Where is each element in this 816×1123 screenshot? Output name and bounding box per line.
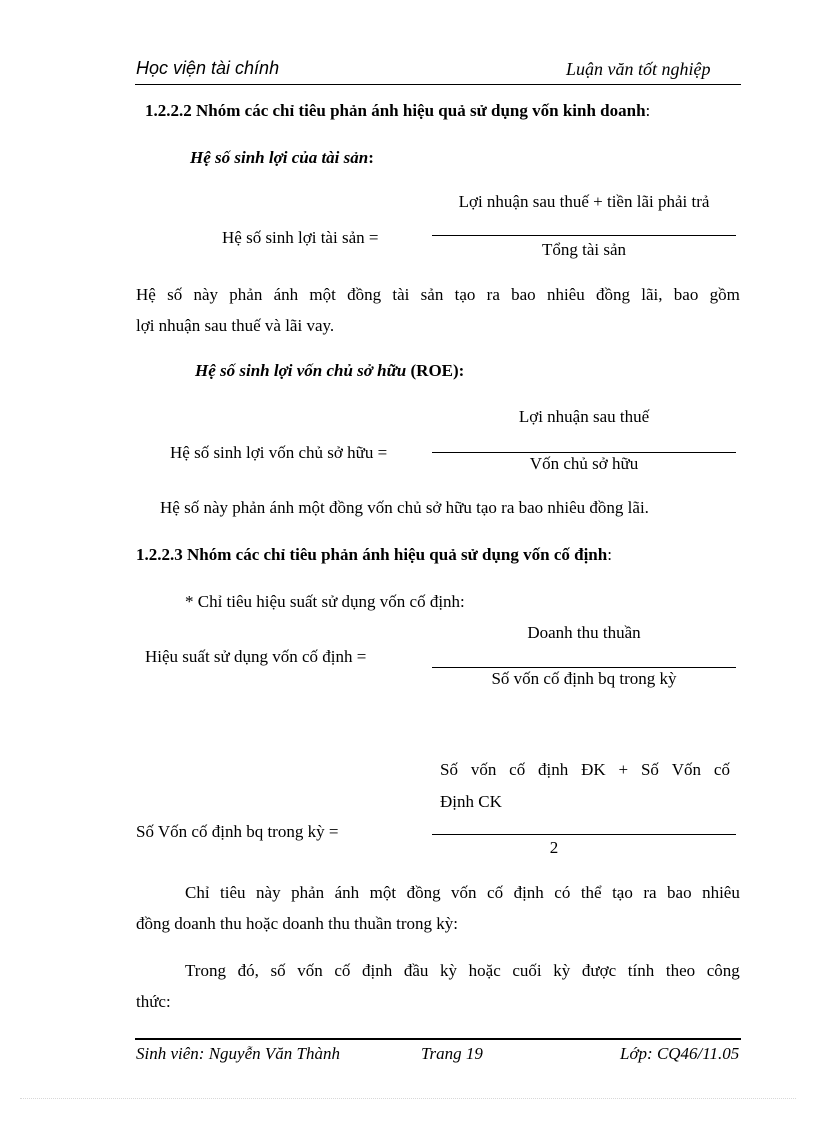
roa-formula-lhs: Hệ số sinh lợi tài sản =: [222, 228, 379, 247]
para2-line2: thức:: [136, 992, 171, 1011]
para1.line1-word: nhiêu: [702, 883, 740, 902]
avg_capital.numerator_line1-word: Số: [640, 760, 659, 779]
efficiency-formula-lhs: Hiệu suất sử dụng vốn cố định =: [145, 647, 367, 666]
para2.line1-word: định: [362, 961, 393, 980]
para1.line1-word: cố: [487, 883, 504, 902]
roe-description: Hệ số này phản ánh một đồng vốn chủ sở hữu tạo ra bao nhiêu đồng lãi.: [160, 498, 649, 517]
para1.line1-word: thể: [580, 883, 602, 902]
roa-numerator: Lợi nhuận sau thuế + tiền lãi phải trả: [458, 192, 710, 211]
footer-page-number: Trang 19: [421, 1044, 483, 1063]
roa.desc_line1-word: bao: [673, 285, 699, 304]
para1.line1-word: đồng: [406, 883, 441, 902]
para2.line1-word: hoặc: [468, 961, 501, 980]
roa-title: Hệ số sinh lợi của tài sản:: [190, 148, 374, 167]
para2.line1-word: cuối: [512, 961, 542, 980]
roe-denominator: Vốn chủ sở hữu: [529, 454, 639, 473]
avg-capital-formula-lhs: Số Vốn cố định bq trong kỳ =: [136, 822, 339, 841]
para1.line1-word: một: [369, 883, 397, 902]
page-bottom-border: [20, 1098, 796, 1099]
para2.line1-word: công: [706, 961, 740, 980]
para2.line1-word: kỳ: [553, 961, 571, 980]
header-institution: Học viện tài chính: [136, 58, 280, 78]
para1.line1-word: vốn: [451, 883, 477, 902]
section-heading-1223: 1.2.2.3 Nhóm các chỉ tiêu phản ánh hiệu quả sử dụng vốn cố định:: [136, 545, 612, 564]
para2.line1-word: tính: [627, 961, 655, 980]
para1.line1-word: ánh: [334, 883, 360, 902]
avg-capital-denominator: 2: [549, 838, 559, 857]
roa.desc_line1-word: số: [167, 285, 183, 304]
roa-description-line1: [136, 285, 740, 305]
para2.line1-word: Trong: [185, 961, 226, 980]
roa-fraction-bar: [432, 235, 736, 236]
roa.desc_line1-word: ra: [486, 285, 500, 304]
para1.line1-word: tạo: [612, 883, 633, 902]
efficiency-numerator: Doanh thu thuần: [527, 623, 641, 642]
roa.desc_line1-word: ánh: [273, 285, 299, 304]
roa.desc_line1-word: sản: [420, 285, 444, 304]
avg_capital.numerator_line1-word: +: [618, 760, 629, 779]
para2.line1-word: số: [270, 961, 286, 980]
avg_capital.numerator_line1-word: cố: [713, 760, 730, 779]
efficiency-bullet: * Chỉ tiêu hiệu suất sử dụng vốn cố định:: [185, 592, 465, 611]
header-divider: [135, 84, 741, 85]
roe-formula-lhs: Hệ số sinh lợi vốn chủ sở hữu =: [170, 443, 388, 462]
avg_capital.numerator_line1-word: cố: [509, 760, 526, 779]
roa.desc_line1-word: tạo: [454, 285, 476, 304]
avg_capital.numerator_line1-word: vốn: [470, 760, 497, 779]
avg-capital-numerator-line2: Định CK: [440, 792, 502, 811]
para2.line1-word: cố: [334, 961, 351, 980]
para1.line1-word: phản: [291, 883, 325, 902]
para2.line1-word: theo: [665, 961, 696, 980]
roa.desc_line1-word: phản: [229, 285, 263, 304]
para2.line1-word: vốn: [297, 961, 323, 980]
avg_capital.numerator_line1-word: Số: [440, 760, 458, 779]
roa-description-line2: lợi nhuận sau thuế và lãi vay.: [136, 316, 335, 335]
efficiency-denominator: Số vốn cố định bq trong kỳ: [491, 669, 677, 688]
para1.line1-word: định: [513, 883, 544, 902]
avg_capital.numerator_line1-word: định: [538, 760, 569, 779]
avg_capital.numerator_line1-word: Vốn: [671, 760, 702, 779]
roa.desc_line1-word: đồng: [596, 285, 630, 304]
roa.desc_line1-word: tài: [392, 285, 410, 304]
para1.line1-word: tiêu: [220, 883, 246, 902]
roa.desc_line1-word: Hệ: [136, 285, 156, 304]
para2.line1-word: đầu: [403, 961, 429, 980]
roa.desc_line1-word: nhiêu: [546, 285, 585, 304]
avg-capital-numerator-line1: [440, 760, 730, 780]
para2.line1-word: đó,: [237, 961, 259, 980]
roa.desc_line1-word: đồng: [347, 285, 382, 304]
header-document-type: Luận văn tốt nghiệp: [566, 59, 711, 79]
para1.line1-word: bao: [667, 883, 692, 902]
para1.line1-word: có: [554, 883, 571, 902]
para2.line1-word: kỳ: [440, 961, 458, 980]
footer-student: Sinh viên: Nguyễn Văn Thành: [136, 1044, 340, 1063]
roa.desc_line1-word: lãi,: [641, 285, 663, 304]
para1-line2: đồng doanh thu hoặc doanh thu thuần trong kỳ:: [136, 914, 459, 933]
roe-numerator: Lợi nhuận sau thuế: [518, 407, 650, 426]
footer-divider: [135, 1038, 741, 1040]
para1.line1-word: ra: [643, 883, 657, 902]
para1.line1-word: này: [256, 883, 281, 902]
avg_capital.numerator_line1-word: ĐK: [581, 760, 606, 779]
para1-line1: [185, 883, 740, 903]
roa.desc_line1-word: bao: [511, 285, 536, 304]
roa-denominator: Tổng tài sản: [541, 240, 627, 259]
roa.desc_line1-word: này: [193, 285, 219, 304]
footer-class: Lớp: CQ46/11.05: [620, 1044, 740, 1063]
avg-capital-fraction-bar: [432, 834, 736, 835]
roa.desc_line1-word: gồm: [709, 285, 740, 304]
para2.line1-word: được: [581, 961, 617, 980]
section-heading-1222: 1.2.2.2 Nhóm các chỉ tiêu phản ánh hiệu quả sử dụng vốn kinh doanh:: [145, 101, 651, 120]
roe-fraction-bar: [432, 452, 736, 453]
para1.line1-word: Chỉ: [185, 883, 210, 902]
para2-line1: [185, 961, 740, 981]
roa.desc_line1-word: một: [309, 285, 336, 304]
roe-title: Hệ số sinh lợi vốn chủ sở hữu (ROE):: [195, 361, 465, 380]
efficiency-fraction-bar: [432, 667, 736, 668]
